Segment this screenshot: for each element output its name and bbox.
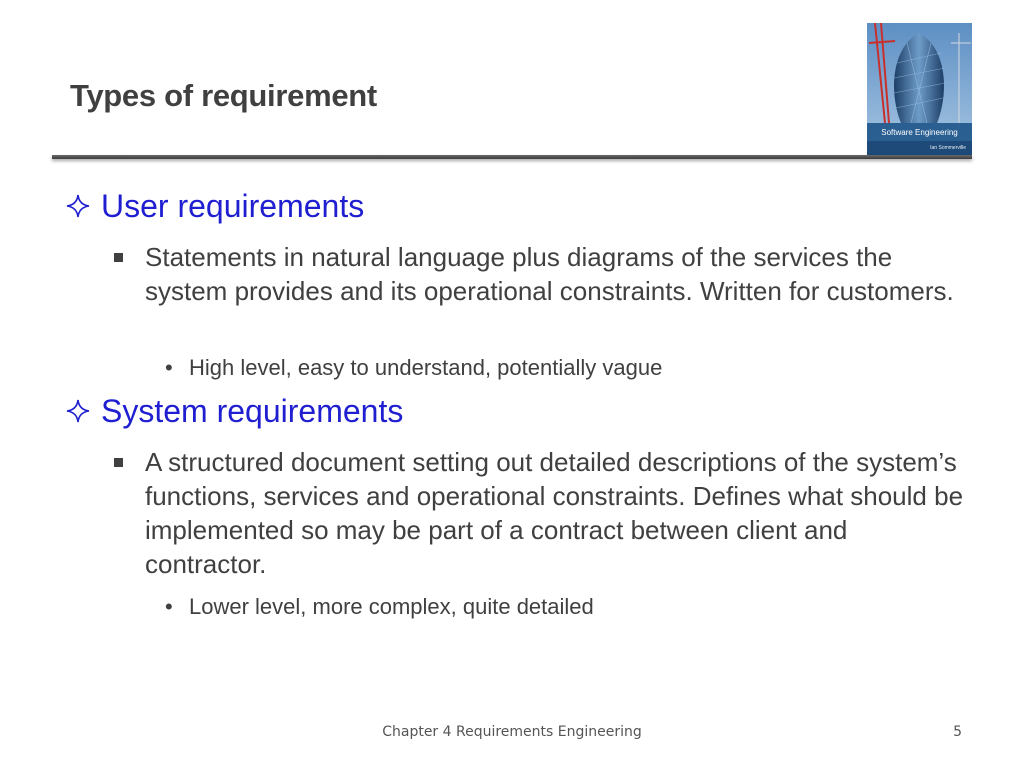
cover-title: Software Engineering <box>881 128 958 137</box>
cover-author: Ian Sommerville <box>930 145 966 151</box>
square-bullet-icon <box>114 253 123 262</box>
four-point-star-icon <box>64 186 92 226</box>
book-cover-art <box>867 23 972 158</box>
list-item-text: A structured document setting out detailed descriptions of the system’s functions, services and operational constraints. Defines what should be implemented so may be part of a contract between client and contractor. <box>145 447 964 579</box>
round-bullet-icon: • <box>165 355 173 380</box>
sub-list-item-text: Lower level, more complex, quite detailed <box>189 594 594 619</box>
list-item-text: Statements in natural language plus diagrams of the services the system provides and its operational constraints. Written for customers. <box>145 242 954 306</box>
section-heading-text: User requirements <box>101 188 365 224</box>
section-heading-text: System requirements <box>101 393 404 429</box>
book-cover-image <box>867 23 972 158</box>
round-bullet-icon: • <box>165 594 173 619</box>
slide-footer: Chapter 4 Requirements Engineering <box>382 724 642 740</box>
sub-list-item-text: High level, easy to understand, potentially vague <box>189 355 663 380</box>
slide-title: Types of requirement <box>70 78 377 113</box>
title-divider <box>52 155 972 159</box>
square-bullet-icon <box>114 458 123 467</box>
page-number: 5 <box>953 724 962 740</box>
four-point-star-icon <box>64 391 92 431</box>
